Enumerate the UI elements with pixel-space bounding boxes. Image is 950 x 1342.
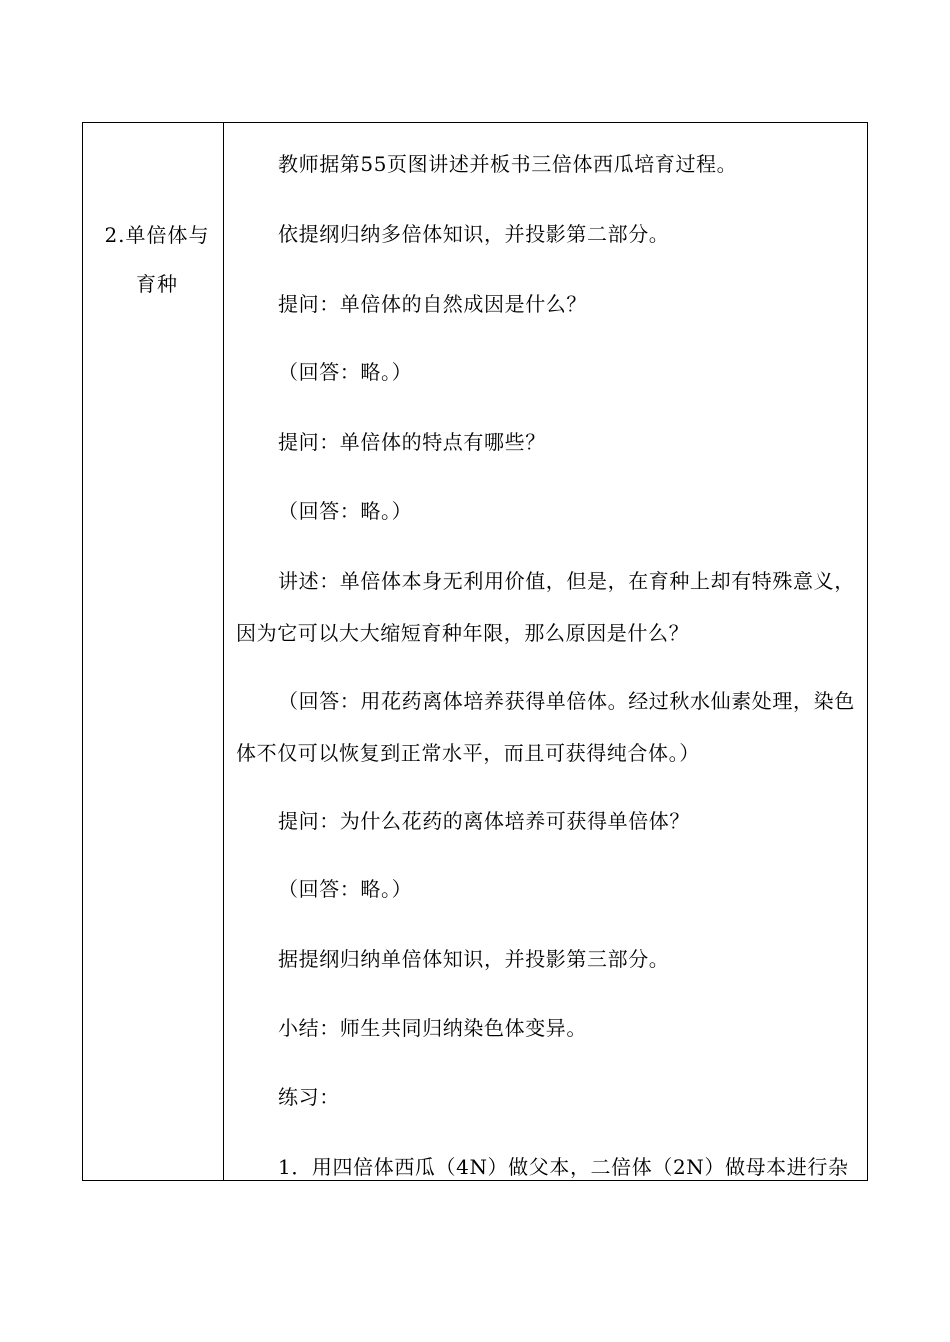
paragraph: （回答：略。） [278,499,413,523]
section-title-line-1: 2.单倍体与 [104,223,210,247]
content-cell [224,123,867,1180]
paragraph: （回答：用花药离体培养获得单倍体。经过秋水仙素处理，染色体不仅可以恢复到正常水平，而且可获得纯合体。） [236,689,855,765]
section-title [91,211,223,309]
section-cell [83,123,223,1180]
paragraph: 提问：单倍体的特点有哪些？ [278,430,546,454]
paragraph: 小结：师生共同归纳染色体变异。 [278,1016,587,1040]
paragraph: 据提纲归纳单倍体知识，并投影第三部分。 [278,947,670,971]
paragraph: 提问：单倍体的自然成因是什么？ [278,292,587,316]
paragraph: （回答：略。） [278,877,413,901]
paragraph: 讲述：单倍体本身无利用价值，但是，在育种上却有特殊意义，因为它可以大大缩短育种年限，那么原因是什么？ [236,569,855,645]
paragraph: 1．用四倍体西瓜（4N）做父本，二倍体（2N）做母本进行杂 [278,1155,849,1179]
paragraph: 教师据第55页图讲述并板书三倍体西瓜培育过程。 [278,152,738,176]
lesson-table [82,122,868,1181]
paragraph: （回答：略。） [278,360,413,384]
paragraph: 依提纲归纳多倍体知识，并投影第二部分。 [278,222,670,246]
paragraph: 提问：为什么花药的离体培养可获得单倍体？ [278,809,690,833]
paragraph: 练习： [278,1085,340,1109]
section-title-line-2: 育种 [136,272,178,296]
